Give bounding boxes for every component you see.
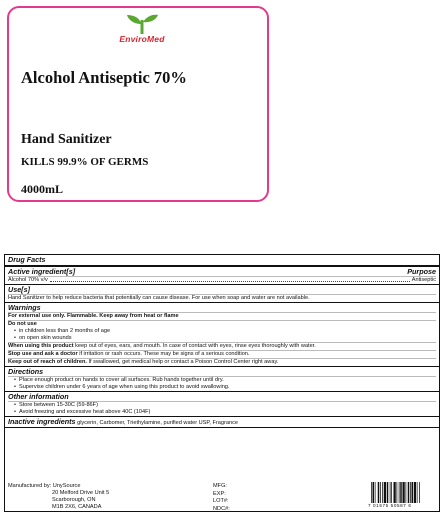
- list-item: • Supervise children under 6 years of age when using this product to avoid swallowing.: [14, 384, 436, 391]
- use-section: [5, 285, 439, 303]
- active-ingredient-header: Active ingredient[s]: [8, 266, 76, 276]
- do-not-use-list: [8, 328, 436, 343]
- inactive-ingredients-header: Inactive ingredients: [8, 416, 76, 426]
- list-item: • on open skin wounds: [14, 335, 436, 342]
- product-subname: Hand Sanitizer: [21, 132, 112, 147]
- other-information-list: [8, 402, 436, 416]
- directions-section: [5, 367, 439, 392]
- brand-name: EnviroMed: [119, 34, 165, 44]
- when-using-warning: When using this product keep out of eyes, ears, and mouth. In case of contact with eyes, rinse eyes thoroughly with water.: [8, 343, 436, 351]
- use-header: Use[s]: [8, 285, 436, 295]
- inactive-ingredients-section: [5, 417, 439, 428]
- use-text: Hand Sanitizer to help reduce bacteria that potentially can cause disease. For use when soap and water are not available.: [8, 294, 310, 301]
- manufacturer-info: Manufactured by: UnySource 20 Melford Drive Unit 5 Scarborough, ON M1B 2X6, CANADA: [8, 483, 110, 510]
- do-not-use-label: Do not use: [8, 320, 37, 327]
- warnings-section: [5, 303, 439, 367]
- other-information-section: [5, 392, 439, 417]
- directions-list: [8, 377, 436, 391]
- barcode: [371, 482, 433, 503]
- drug-facts-title: Drug Facts: [8, 255, 46, 264]
- product-name: Alcohol Antiseptic 70%: [21, 68, 187, 87]
- external-use-warning: For external use only. Flammable. Keep away from heat or flame: [8, 313, 436, 321]
- keep-out-warning: Keep out of reach of children. If swallowed, get medical help or contact a Poison Control Center right away.: [8, 358, 279, 365]
- drug-facts-title-row: [5, 255, 439, 267]
- list-item: • Avoid freezing and excessive heat above 40C (104F): [14, 409, 436, 416]
- stop-use-warning: Stop use and ask a doctor if irritation or rash occurs. These may be signs of a serious condition.: [8, 351, 436, 359]
- purpose-value: Antiseptic: [411, 276, 436, 283]
- list-item: • Place enough product on hands to cover all surfaces. Rub hands together until dry.: [14, 377, 436, 384]
- lot-codes: MFG: EXP: LOT#: NDC#:: [213, 483, 230, 512]
- product-volume: 4000mL: [21, 182, 63, 196]
- drug-facts-panel: [4, 254, 440, 512]
- brand-logo: [111, 14, 171, 50]
- inactive-ingredients-text: glycerin, Carbomer, Triethylamine, purified water USP, Fragrance: [77, 419, 239, 426]
- list-item: • Store between 15-30C (59-86F): [14, 402, 436, 409]
- purpose-header: Purpose: [407, 266, 436, 276]
- active-ingredient-value: Alcohol 70% v/v: [8, 276, 48, 283]
- other-information-header: Other information: [8, 392, 436, 402]
- manufacturer-area: [5, 481, 439, 511]
- sprout-icon: [125, 14, 159, 34]
- front-label: [7, 6, 269, 202]
- directions-header: Directions: [8, 367, 436, 377]
- active-ingredient-section: [5, 267, 439, 285]
- list-item: • in children less than 2 months of age: [14, 328, 436, 335]
- barcode-number: 7 01575 50587 6: [368, 503, 412, 508]
- leader-dots: [50, 281, 410, 282]
- warnings-header: Warnings: [8, 303, 436, 313]
- product-claim: KILLS 99.9% OF GERMS: [21, 156, 149, 168]
